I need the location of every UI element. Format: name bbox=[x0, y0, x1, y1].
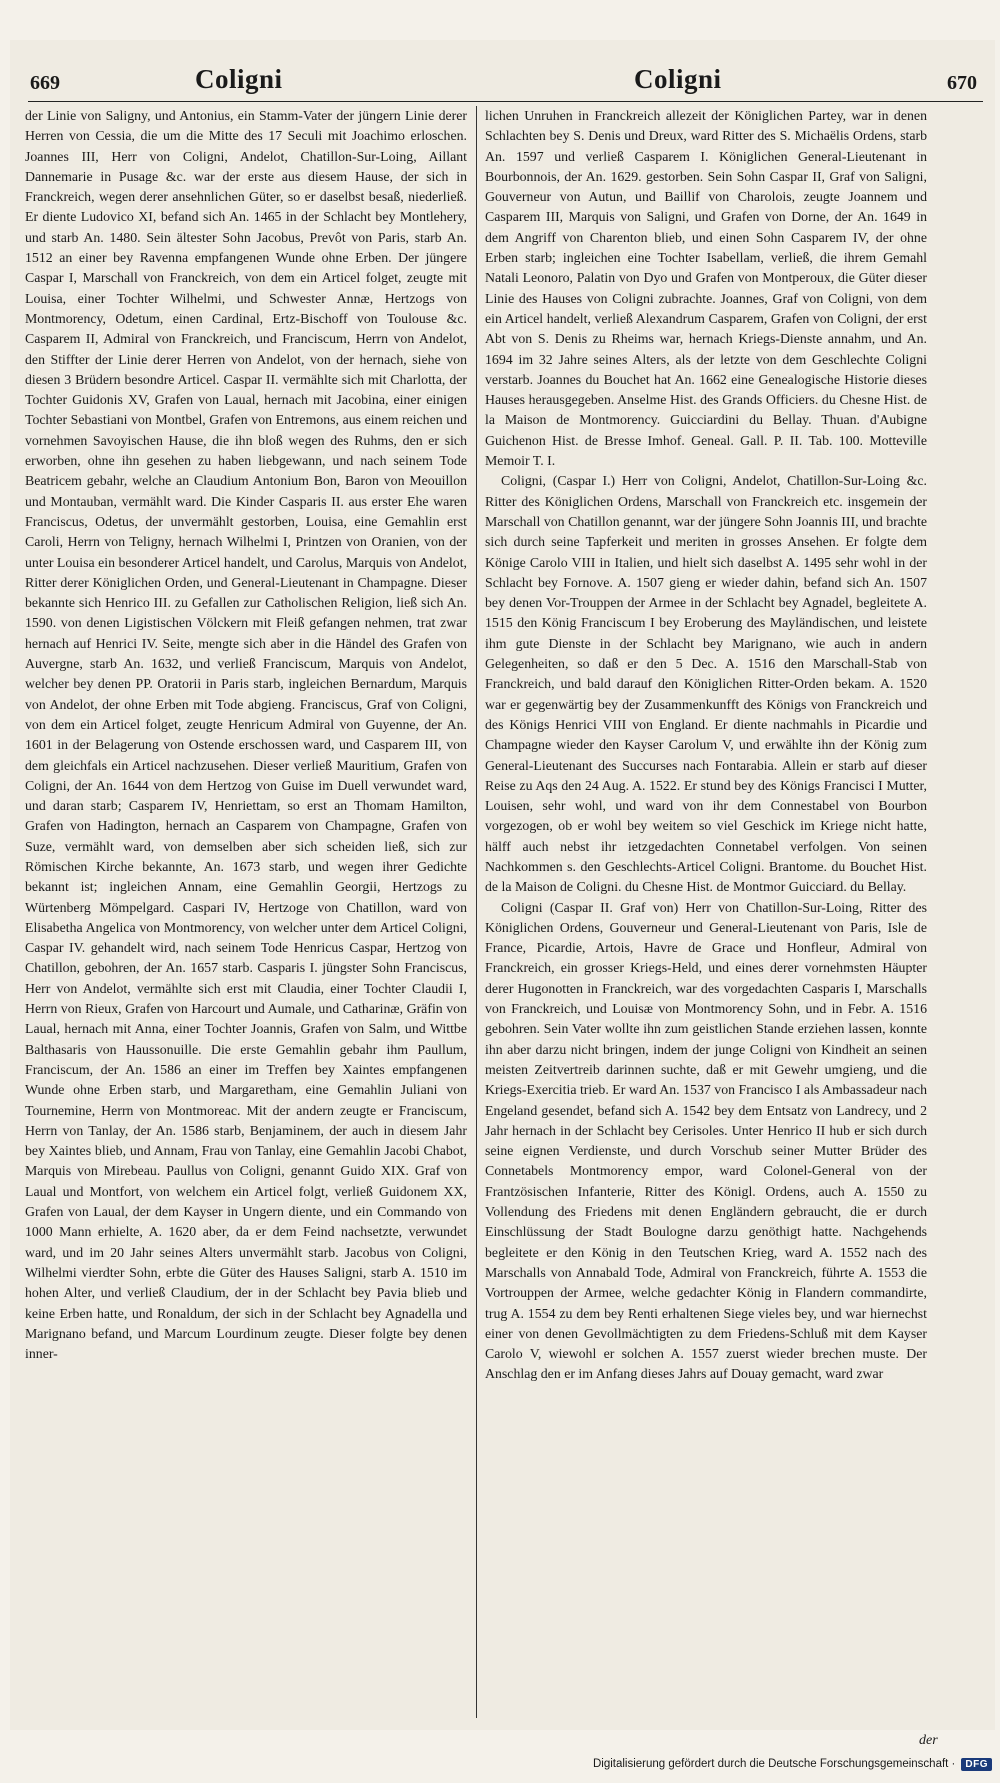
right-paragraph-1: lichen Unruhen in Franckreich allezeit der Königlichen Partey, war in denen Schlachten bey S. Denis und Dreux, ward Ritter des S. Michaëlis Ordens, starb An. 1597 und verließ Casparem I. Königlichen General-Lieutenant in Bourbonnois, der An. 1629. gestorben. Sein Sohn Caspar II, Graf von Saligni, Gouverneur von Autun, und Baillif von Charolois, zeugte Joannem und Casparem III, Marquis von Saligni, und Grafen von Dorne, der An. 1649 in dem Angriff von Charenton blieb, und einen Sohn Casparem IV, der ohne Erben starb; ingleichen eine Tochter Isabellam, verließ, die ihrem Gemahl Natali Leonoro, Palatin von Dyo und Grafen von Montperoux, die Güter dieser Linie des Hauses von Coligni zubrachte. Joannes, Graf von Coligni, von dem ein Articel handelt, verließ Alexandrum Casparem, Grafen von Coligni, der erst Abt von S. Denis zu Rheims war, hernach Kriegs-Dienste annahm, und An. 1694 im 32 Jahre seines Alters, als der letzte von dem Geschlechte Coligni verstarb. Joannes du Bouchet hat An. 1662 eine Genealogische Historie dieses Hauses herausgegeben. Anselme Hist. des Grands Officiers. du Chesne Hist. de la Maison de Montmorency. Guicciardini du Bellay. Thuan. d'Aubigne Guichenon Hist. de Bresse Imhof. Geneal. Gall. P. II. Tab. 100. Motteville Memoir T. I. bbox=[485, 108, 927, 469]
catchword: der bbox=[919, 1733, 938, 1748]
running-header bbox=[30, 60, 983, 104]
left-page-number: 669 bbox=[30, 72, 60, 94]
right-page-number: 670 bbox=[947, 72, 977, 94]
left-running-title: Coligni bbox=[195, 64, 283, 94]
dfg-logo: DFG bbox=[961, 1758, 992, 1771]
right-column bbox=[485, 106, 927, 1731]
header-rule bbox=[28, 101, 983, 102]
column-divider bbox=[476, 106, 477, 1718]
scanned-page bbox=[10, 40, 995, 1748]
right-running-title: Coligni bbox=[634, 64, 722, 94]
digitization-footer bbox=[593, 1755, 992, 1773]
right-paragraph-2: Coligni, (Caspar I.) Herr von Coligni, Andelot, Chatillon-Sur-Loing &c. Ritter des Königlichen Ordens, Marschall von Franckreich etc. insgemein der Marschall von Chatillon genannt, war der jüngere Sohn Joannis III, und brachte sich durch seine Tapferkeit und meriten in grosses Ansehen. Er folgte dem Könige Carolo VIII in Italien, und hielt sich daselbst A. 1495 sehr wohl in der Schlacht bey Fornove. A. 1507 gieng er wieder dahin, befand sich An. 1507 bey denen Vor-Trouppen der Armee in der Schlacht bey Agnadel, begleitete A. 1515 den König Franciscum I bey Eroberung des Mayländischen, und leistete ihm gute Dienste in der Schlacht bey Marignano, wie auch in andern Gelegenheiten, so daß er den 5 Dec. A. 1516 den Marschall-Stab von Franckreich, und bald darauf den Königlichen Ritter-Orden bekam. A. 1520 war er gegenwärtig bey der Zusammenkunfft des Königs von Franckreich und des Königs Henrici VIII von England. Er diente nachmahls in Picardie und Champagne wieder den Kayser Carolum V, und erwählte ihn der König zum General-Lieutenant des Succurses nach Fontarabia. Allein er starb auf dieser Reise zu Aqs den 24 Aug. A. 1522. Er stund bey des Königs Francisci I Mutter, Louisen, sehr wohl, und ward von ihr dem Connestabel von Bourbon vorgezogen, ob er wohl bey weitem so viel Geschick im Kriege nicht hatte, hälff auch nebst ihr ietzgedachten Connetabel verfolgen. Von seinen Nachkommen s. den Geschlechts-Articel Coligni. Brantome. du Bouchet Hist. de la Maison de Coligni. du Chesne Hist. de Montmor Guicciard. du Bellay. bbox=[485, 473, 927, 895]
left-column bbox=[25, 106, 467, 1731]
right-paragraph-3: Coligni (Caspar II. Graf von) Herr von Chatillon-Sur-Loing, Ritter des Königlichen Ordens, Gouverneur und General-Lieutenant von Paris, Isle de France, Picardie, Artois, Havre de Grace und Honfleur, Admiral von Franckreich, ein grosser Kriegs-Held, und eines derer vornehmsten Häupter derer Hugonotten in Franckreich, war des vorgedachten Casparis I, Marschalls von Franckreich, und Louisæ von Montmorency Sohn, und in Febr. A. 1516 gebohren. Sein Vater wollte ihn zum geistlichen Stande erziehen lassen, konnte ihn aber darzu nicht bringen, indem der junge Coligni von Kindheit an seinen meisten Zeitvertreib darinnen suchte, daß er mit Gewehr umgieng, und die Kriegs-Exercitia trieb. Er ward An. 1537 von Francisco I als Ambassadeur nach Engeland gesendet, befand sich A. 1542 bey dem Entsatz von Landrecy, und 2 Jahr hernach in der Schlacht bey Cerisoles. Unter Henrico II hub er sich durch seine eignen Verdienste, und durch Vorschub seiner Mutter Brüder des Connetabels Montmorency empor, ward Colonel-General von der Frantzösischen Infanterie, Ritter des Königl. Ordens, auch A. 1550 zu Vollendung des Friedens mit denen Engländern gebraucht, die er durch Einschlüssung der Stadt Boulogne darzu genöthigt hatte. Nachgehends begleitete er den König in den Teutschen Krieg, ward A. 1552 nach des Marschalls von Annabald Tode, Admiral von Franckreich, führte A. 1553 die Vortrouppen der Armee, welche gedachter König in Flandern commandirte, trug A. 1554 zu dem bey Renti erhaltenen Siege vieles bey, und war hiernechst einer von denen Gevollmächtigten zu dem Friedens-Schluß mit dem Kayser Carolo V, wiewohl er solchen A. 1557 zuerst wieder brechen muste. Der Anschlag den er im Anfang dieses Jahrs auf Douay gemacht, ward zwar bbox=[485, 899, 927, 1382]
left-paragraph-1: der Linie von Saligny, und Antonius, ein Stamm-Vater der jüngern Linie derer Herren von Cessia, die um die Mitte des 17 Seculi mit Joachimo erloschen. Joannes III, Herr von Coligni, Andelot, Chatillon-Sur-Loing, Aillant Dannemarie in Pusage &c. war der erste aus diesem Hause, der sich in Franckreich, wegen derer ansehnlichen Güter, so er daselbst besaß, niederließ. Er diente Ludovico XI, befand sich An. 1465 in der Schlacht bey Montlehery, und starb An. 1480. Sein ältester Sohn Jacobus, Prevôt von Paris, starb An. 1512 an einer bey Ravenna empfangenen Wunde ohne Erben. Der jüngere Caspar I, Marschall von Franckreich, von dem ein Articel folget, zeugte mit Louisa, einer Tochter Wilhelmi, und Schwester Annæ, Hertzogs von Montmorency, Odetum, einen Cardinal, Ertz-Bischoff von Toulouse &c. Casparem II, Admiral von Franckreich, und Franciscum, Herrn von Andelot, den Stiffter der Linie derer Herren von Andelot, von der hernach, siehe von diesen 3 Brüdern besondre Articel. Caspar II. vermählte sich mit Charlotta, der Tochter Guidonis XV, Grafen von Laual, hernach mit Jacobina, einer einigen Tochter Sebastiani von Montbel, Grafen von Entremons, aus einem reichen und vornehmen Savoyischen Hause, die ihn bloß wegen des Ruhms, den er sich erworben, ohne ihn gesehen zu haben liebgewann, und nach seinem Tode Beatricem gebahr, welche an Claudium Antonium Bon, Baron von Meouillon und Montauban, vermählt ward. Die Kinder Casparis II. aus erster Ehe waren Franciscus, Odetus, der unvermählt gestorben, Louisa, eine Gemahlin erst Caroli, Herrn von Teligny, hernach Wilhelmi I, Printzen von Oranien, von der unter Louisa ein besonderer Articel handelt, und Carolus, Marquis von Andelot, Ritter derer Königlichen Orden, und General-Lieutenant in Champagne. Dieser bekannte sich Henrico III. zu Gefallen zur Catholischen Religion, ließ sich An. 1590. von denen Ligistischen Völckern mit Fleiß gefangen nehmen, trat zwar hernach auf Henrici IV. Seite, mengte sich aber in die Händel des Grafen von Auvergne, starb An. 1632, und verließ Franciscum, Marquis von Andelot, welcher bey denen PP. Oratorii in Paris starb, ingleichen Bernardum, Marquis von Andelot, der ohne Erben mit Tode abgieng. Franciscus, Graf von Coligni, von dem ein Articel folget, zeugte Henricum Admiral von Guyenne, der An. 1601 in der Belagerung von Ostende erschossen ward, und Casparem III, von dem gleichfals ein Articel nachzusehen. Dieser verließ Mauritium, Grafen von Coligni, der An. 1644 von dem Hertzog von Guise im Duell verwundet ward, und daran starb; Casparem IV, Henriettam, so erst an Thomam Hamilton, Grafen von Hadington, hernach an Casparem von Champagne, Grafen von Suze, vermählt ward, von demselben aber sich scheiden ließ, sich zur Römischen Kirche bekannte, An. 1673 starb, und wegen ihrer Gedichte bekannt ist; ingleichen Annam, eine Gemahlin Georgii, Hertzogs zu Würtenberg Mömpelgard. Caspari IV, Hertzoge von Chatillon, ward von Elisabetha Angelica von Montmorency, von welcher unter dem Articel Coligni, Caspar IV. gehandelt wird, nach seinem Tode Henricus Caspar, Hertzog von Chatillon, gebohren, der An. 1657 starb. Casparis I. jüngster Sohn Franciscus, Herr von Andelot, vermählte sich erst mit Claudia, einer Tochter Claudii I, Herrn von Rieux, Grafen von Harcourt und Aumale, und Catharinæ, Gräfin von Laual, hernach mit Anna, einer Tochter Joannis, Grafen von Salm, und Wittbe Balthasaris von Haussonuille. Die erste Gemahlin gebahr ihm Paullum, Franciscum, der An. 1586 an einer im Treffen bey Xaintes empfangenen Wunde ohne Erben starb, und Margaretham, eine Gemahlin Juliani von Tournemine, Herrn von Montmoreac. Mit der andern zeugte er Franciscum, Herrn von Tanlay, der An. 1586 starb, Benjaminem, der auch in diesem Jahr bey Xaintes blieb, und Annam, Frau von Tanlay, eine Gemahlin Jacobi Chabot, Marquis von Mirebeau. Paullus von Coligni, genannt Guido XIX. Graf von Laual und Montfort, von welchem ein Articel folgt, verließ Guidonem XX, Grafen von Laual, der dem Kayser in Ungern diente, und ein Commando von 1000 Mann erhielte, A. 1620 aber, da er dem Feind nachsetzte, verwundet ward, und im 20 Jahr seines Alters unvermählt starb. Jacobus von Coligni, Wilhelmi vierdter Sohn, erbte die Güter des Hauses Saligni, starb A. 1510 im hohen Alter, und verließ Claudium, der in der Schlacht bey Pavia blieb und keine Erben hatte, und Ronaldum, der sich in der Schlacht bey Agnadella und Marignano befand, und Marcum Lourdinum zeugte. Dieser folgte bey denen inner- bbox=[25, 108, 467, 1362]
footer-credit: Digitalisierung gefördert durch die Deutsche Forschungsgemeinschaft · bbox=[592, 1758, 956, 1770]
